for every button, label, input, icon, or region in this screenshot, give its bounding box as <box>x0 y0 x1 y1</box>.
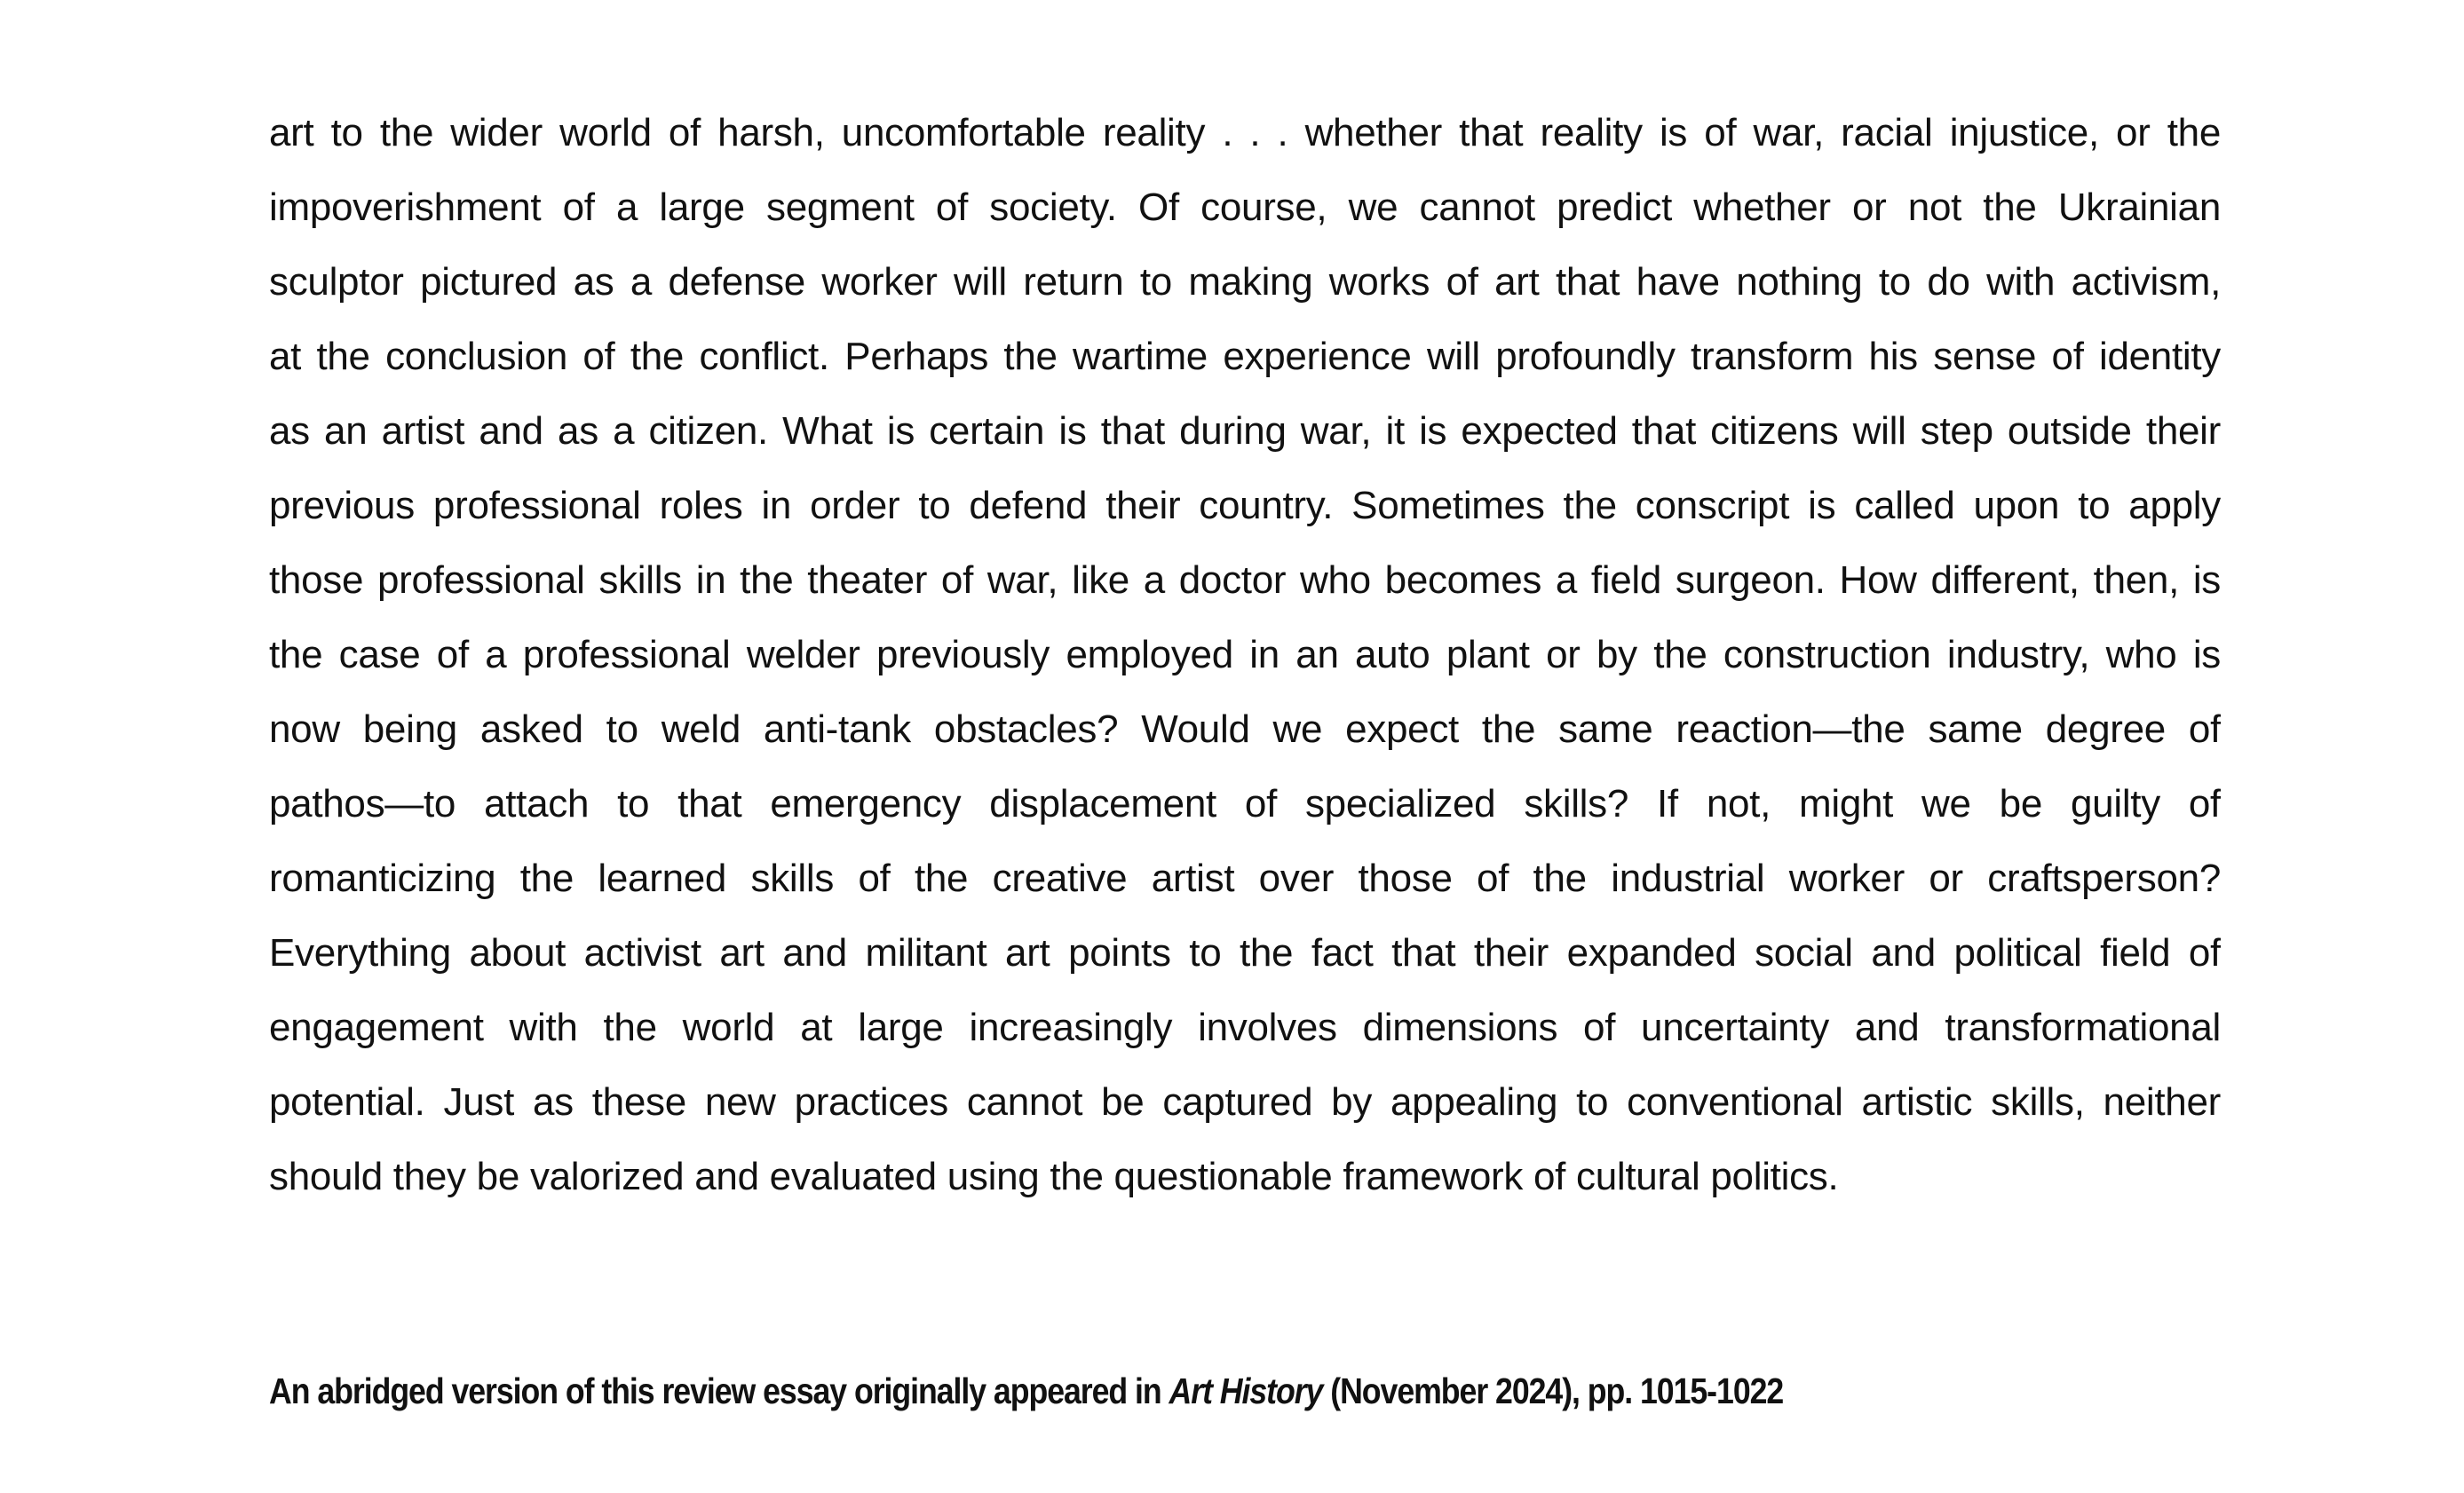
paragraph-line: romanticizing the learned skills of the creative artist over those of the industrial worker or craftsperson? <box>269 857 2221 900</box>
paragraph-line: now being asked to weld anti-tank obstacles? Would we expect the same reaction—the same degree of <box>269 707 2221 751</box>
paragraph-line: as an artist and as a citizen. What is certain is that during war, it is expected that citizens will step outside their <box>269 409 2221 453</box>
citation-suffix: (November 2024), pp. 1015-1022 <box>1322 1371 1784 1411</box>
paragraph-line: art to the wider world of harsh, uncomfortable reality . . . whether that reality is of war, racial injustice, or the <box>269 111 2221 154</box>
paragraph-line: those professional skills in the theater of war, like a doctor who becomes a field surgeon. How different, then, is <box>269 558 2221 602</box>
citation-note <box>269 1363 1783 1419</box>
paragraph-line-last: should they be valorized and evaluated using the questionable framework of cultural politics. <box>269 1155 1839 1198</box>
paragraph-line: Everything about activist art and militant art points to the fact that their expanded social and political field of <box>269 931 2221 975</box>
citation-prefix: An abridged version of this review essay originally appeared in <box>269 1371 1169 1411</box>
paragraph-line: pathos—to attach to that emergency displacement of specialized skills? If not, might we be guilty of <box>269 782 2221 825</box>
paragraph-line: engagement with the world at large increasingly involves dimensions of uncertainty and transformational <box>269 1006 2221 1049</box>
paragraph-line: at the conclusion of the conflict. Perhaps the wartime experience will profoundly transform his sense of identity <box>269 335 2221 378</box>
body-paragraph <box>269 96 2221 1214</box>
paragraph-line: the case of a professional welder previously employed in an auto plant or by the construction industry, who is <box>269 633 2221 676</box>
paragraph-line: previous professional roles in order to defend their country. Sometimes the conscript is called upon to apply <box>269 484 2221 527</box>
paragraph-line: impoverishment of a large segment of society. Of course, we cannot predict whether or not the Ukrainian <box>269 186 2221 229</box>
citation-journal-title: Art History <box>1169 1371 1323 1411</box>
paragraph-line: potential. Just as these new practices cannot be captured by appealing to conventional artistic skills, neither <box>269 1080 2221 1124</box>
paragraph-line: sculptor pictured as a defense worker will return to making works of art that have nothing to do with activism, <box>269 260 2221 304</box>
